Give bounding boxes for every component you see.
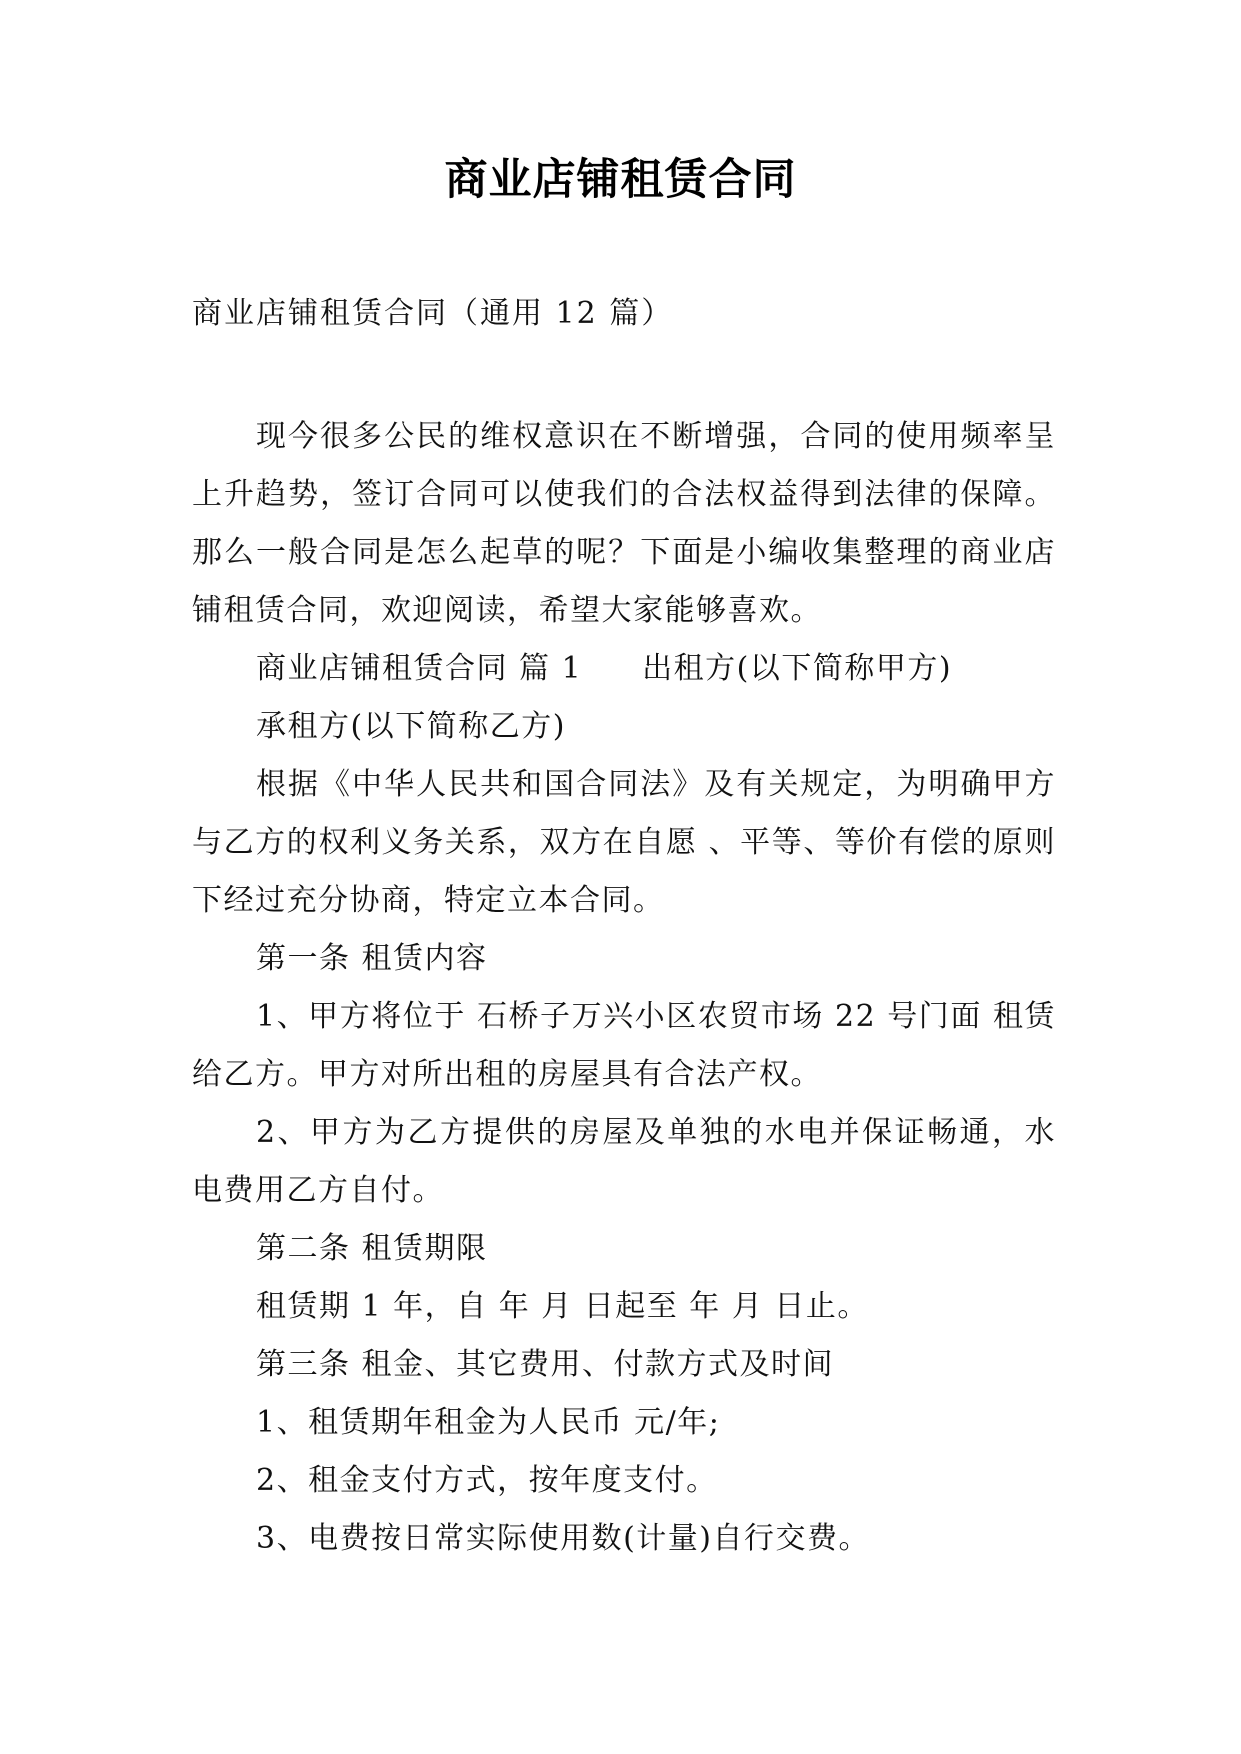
document-title: 商业店铺租赁合同 <box>444 155 797 205</box>
article-3-item-1: 1、租赁期年租金为人民币 元/年; <box>256 1405 721 1440</box>
document-body <box>192 408 1056 1568</box>
preamble-paragraph: 根据《中华人民共和国合同法》及有关规定，为明确甲方与乙方的权利义务关系，双方在自愿 、平等、等价有偿的原则下经过充分协商，特定立本合同。 <box>192 767 1056 918</box>
lessor-label: 出租方(以下简称甲方) <box>642 651 953 686</box>
article-2-heading: 第二条 租赁期限 <box>256 1231 488 1266</box>
chapter-label: 商业店铺租赁合同 篇 1 <box>256 651 583 686</box>
article-3-item-2: 2、租金支付方式，按年度支付。 <box>256 1463 718 1498</box>
article-1-item-2: 2、甲方为乙方提供的房屋及单独的水电并保证畅通，水电费用乙方自付。 <box>192 1115 1056 1208</box>
article-3-heading: 第三条 租金、其它费用、付款方式及时间 <box>256 1347 835 1382</box>
article-2-text: 租赁期 1 年，自 年 月 日起至 年 月 日止。 <box>256 1289 869 1324</box>
lessee-label: 承租方(以下简称乙方) <box>256 709 566 744</box>
article-3-item-3: 3、电费按日常实际使用数(计量)自行交费。 <box>256 1521 870 1556</box>
intro-paragraph: 现今很多公民的维权意识在不断增强，合同的使用频率呈上升趋势，签订合同可以使我们的合法权益得到法律的保障。那么一般合同是怎么起草的呢？下面是小编收集整理的商业店铺租赁合同，欢迎阅读，希望大家能够喜欢。 <box>192 419 1056 628</box>
article-1-heading: 第一条 租赁内容 <box>256 941 488 976</box>
document-subtitle: 商业店铺租赁合同（通用 12 篇） <box>192 296 674 331</box>
article-1-item-1: 1、甲方将位于 石桥子万兴小区农贸市场 22 号门面 租赁给乙方。甲方对所出租的房屋具有合法产权。 <box>192 999 1056 1092</box>
chapter-line <box>192 640 1056 698</box>
